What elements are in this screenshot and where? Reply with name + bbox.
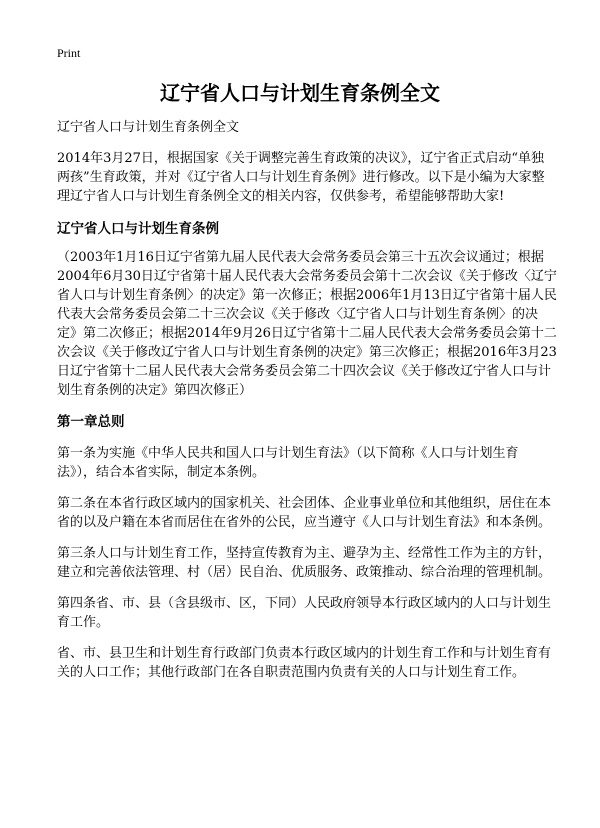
intro-paragraph: 2014年3月27日，根据国家《关于调整完善生育政策的决议》，辽宁省正式启动“单独两孩”生育政策，并对《辽宁省人口与计划生育条例》进行修改。以下是小编为大家整理辽宁省人口与计划生育条例全文的相关内容，仅供参考，希望能够帮助大家! [57,151,545,204]
article-content [57,118,557,694]
chapter-heading: 第一章总则 [57,414,125,430]
article-paragraph: 第二条在本省行政区域内的国家机关、社会团体、企业事业单位和其他组织，居住在本省的以及户籍在本省而居住在省外的公民，应当遵守《人口与计划生育法》和本条例。 [57,496,552,530]
page-title: 辽宁省人口与计划生育条例全文 [160,81,440,105]
article-subtitle: 辽宁省人口与计划生育条例全文 [57,120,240,135]
law-heading: 辽宁省人口与计划生育条例 [57,221,219,237]
print-link[interactable]: Print [57,46,81,60]
article-paragraph: 第四条省、市、县（含县级市、区，下同）人民政府领导本行政区域内的人口与计划生育工作。 [57,596,552,630]
article-paragraph: 第一条为实施《中华人民共和国人口与计划生育法》（以下简称《人口与计划生育法》），结合本省实际，制定本条例。 [57,446,519,480]
article-paragraph: 省、市、县卫生和计划生育行政部门负责本行政区域内的计划生育工作和与计划生育有关的人口工作；其他行政部门在各自职责范围内负责有关的人口与计划生育工作。 [57,646,552,680]
amendment-history: （2003年1月16日辽宁省第九届人民代表大会常务委员会第三十五次会议通过；根据2004年6月30日辽宁省第十届人民代表大会常务委员会第十二次会议《关于修改〈辽宁省人口与计划生育条例〉的决定》第一次修正；根据2006年1月13日辽宁省第十届人民代表大会常务委员会第二十三次会议《关于修改〈辽宁省人口与计划生育条例〉的决定》第二次修正；根据2014年9月26日辽宁省第十二届人民代表大会常务委员会第十二次会议《关于修改辽宁省人口与计划生育条例的决定》第三次修正；根据2016年3月23日辽宁省第十二届人民代表大会常务委员会第二十四次会议《关于修改辽宁省人口与计划生育条例的决定》第四次修正） [57,250,557,398]
article-paragraph: 第三条人口与计划生育工作，坚持宣传教育为主、避孕为主、经常性工作为主的方针，建立和完善依法管理、村（居）民自治、优质服务、政策推动、综合治理的管理机制。 [57,546,552,580]
